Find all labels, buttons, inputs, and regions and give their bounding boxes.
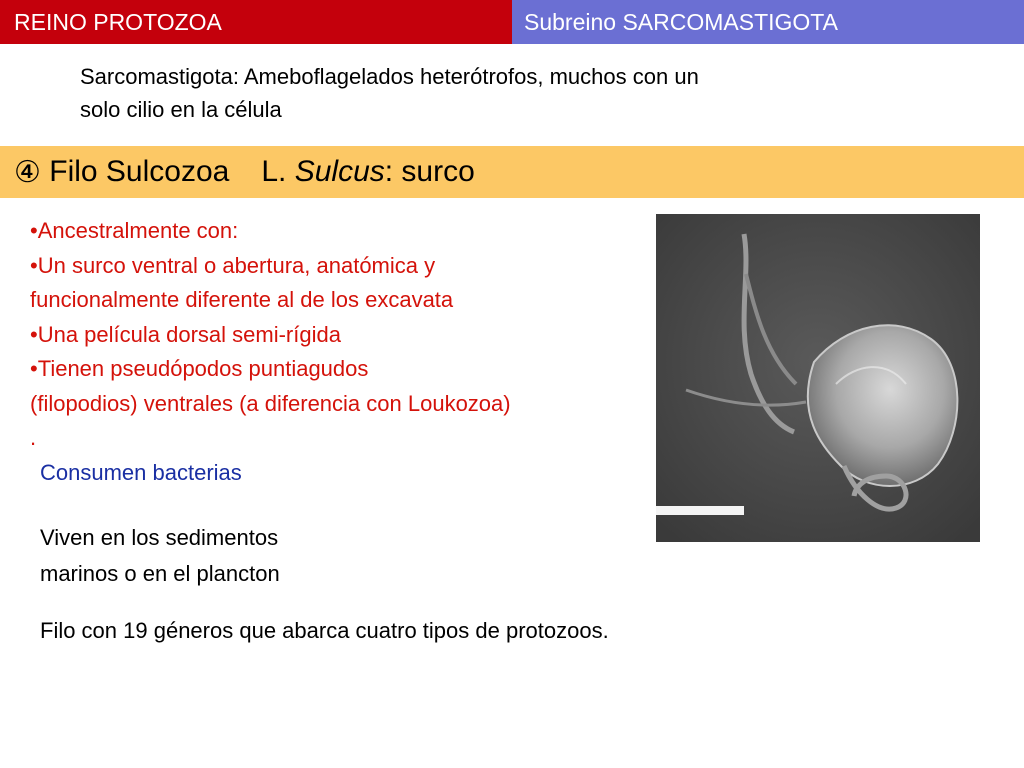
list-item: funcionalmente diferente al de los excavata xyxy=(30,287,454,312)
habitat-line-1: Viven en los sedimentos xyxy=(40,525,279,550)
etymology-word: Sulcus xyxy=(294,155,385,188)
list-item: •Una película dorsal semi-rígida xyxy=(30,321,341,347)
diet-text: Consumen bacterias xyxy=(40,460,242,485)
subtitle xyxy=(80,60,900,126)
header-kingdom xyxy=(0,0,512,44)
genera-text: Filo con 19 géneros que abarca cuatro tipos de protozoos. xyxy=(40,618,609,643)
list-item: . xyxy=(30,425,37,450)
list-item: (filopodios) ventrales (a diferencia con Loukozoa) xyxy=(30,390,511,416)
etymology-prefix: L. xyxy=(261,155,287,188)
header-subkingdom xyxy=(512,0,1024,44)
subtitle-line-1: Sarcomastigota: Ameboflagelados heterótrofos, muchos con un xyxy=(80,64,699,89)
habitat-text xyxy=(40,520,380,592)
list-item: •Ancestralmente con: xyxy=(30,218,239,243)
list-item: •Tienen pseudópodos puntiagudos xyxy=(30,356,369,381)
circled-number: ④ xyxy=(14,155,41,189)
etymology-meaning: : surco xyxy=(384,155,475,188)
micrograph-image xyxy=(656,214,980,542)
list-item: •Un surco ventral o abertura, anatómica y xyxy=(30,252,436,278)
kingdom-label: REINO PROTOZOA xyxy=(14,8,222,35)
habitat-line-2: marinos o en el plancton xyxy=(40,561,280,586)
subkingdom-label: Subreino SARCOMASTIGOTA xyxy=(524,8,838,35)
subtitle-line-2: solo cilio en la célula xyxy=(80,97,282,122)
characteristics-list xyxy=(30,214,670,456)
phylum-title-band xyxy=(0,146,1024,198)
phylum-name: Filo Sulcozoa xyxy=(49,155,230,188)
